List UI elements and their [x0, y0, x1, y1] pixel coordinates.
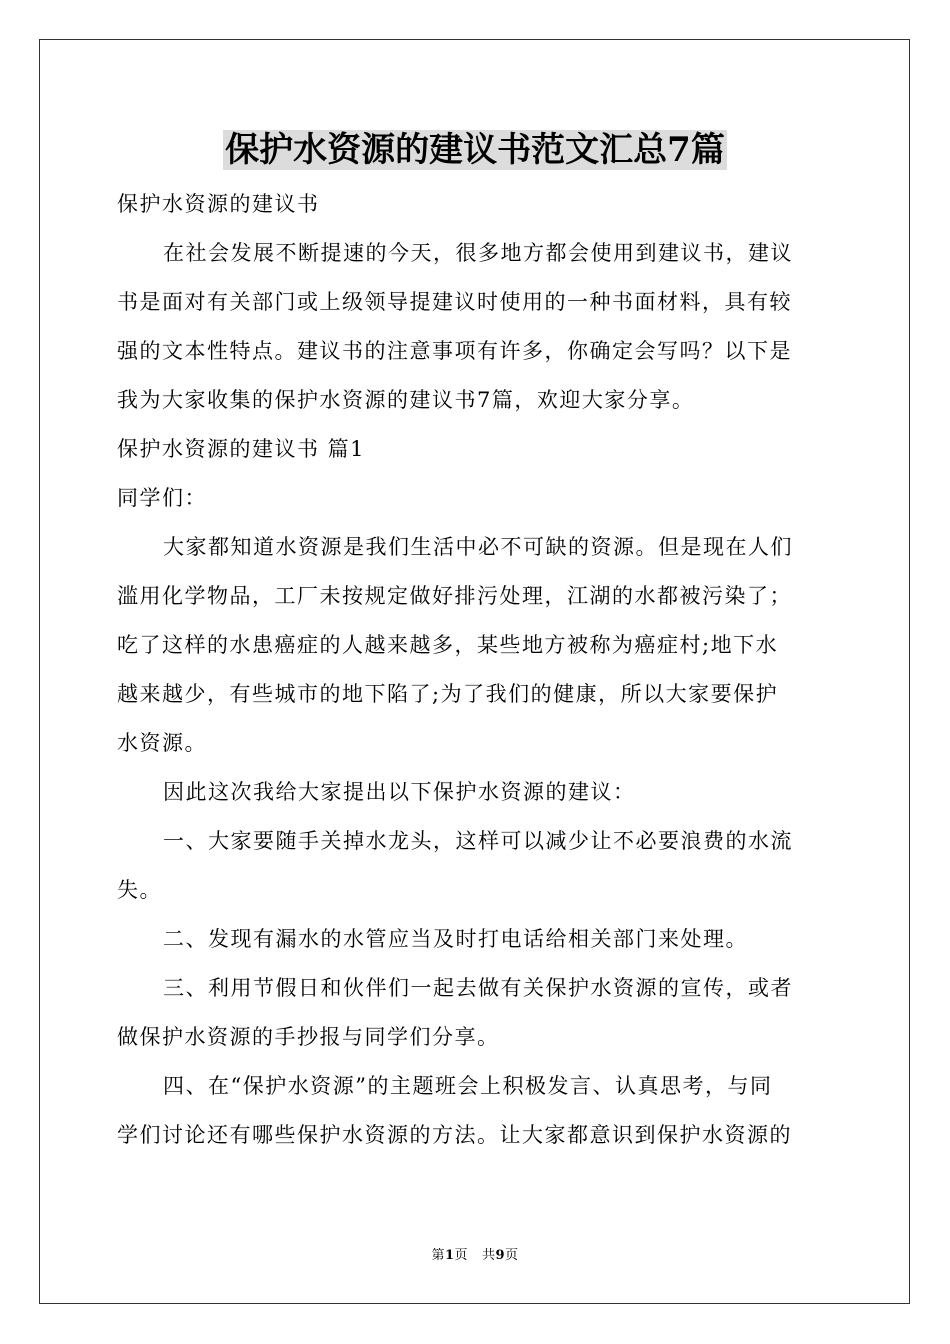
- document-title: [0, 128, 950, 172]
- total-prefix: 共: [481, 1248, 496, 1263]
- text-line: 做保护水资源的手抄报与同学们分享。: [117, 1025, 500, 1049]
- text-line: 滥用化学物品，工厂未按规定做好排污处理，江湖的水都被污染了；: [117, 584, 792, 608]
- text-line: 同学们：: [117, 486, 207, 510]
- text-line: 大家都知道水资源是我们生活中必不可缺的资源。但是现在人们: [163, 535, 793, 559]
- total-suffix: 页: [505, 1248, 519, 1263]
- text-line: 在社会发展不断提速的今天，很多地方都会使用到建议书，建议: [163, 241, 793, 265]
- text-line: 越来越少，有些城市的地下陷了;为了我们的健康，所以大家要保护: [117, 682, 779, 706]
- text-line: 书是面对有关部门或上级领导提建议时使用的一种书面材料，具有较: [117, 290, 792, 314]
- page-footer: [0, 1246, 950, 1266]
- text-line: 强的文本性特点。建议书的注意事项有许多，你确定会写吗？以下是: [117, 339, 792, 363]
- text-line: 二、发现有漏水的水管应当及时打电话给相关部门来处理。: [163, 927, 748, 951]
- text-line: 一、大家要随手关掉水龙头，这样可以减少让不必要浪费的水流: [163, 829, 793, 853]
- text-line: 四、在“保护水资源”的主题班会上积极发言、认真思考，与同: [163, 1074, 773, 1098]
- page-suffix: 页: [454, 1248, 469, 1263]
- text-line: 吃了这样的水患癌症的人越来越多，某些地方被称为癌症村;地下水: [117, 633, 779, 657]
- text-line: 失。: [117, 878, 162, 902]
- text-line: 因此这次我给大家提出以下保护水资源的建议：: [163, 780, 636, 804]
- text-line: 三、利用节假日和伙伴们一起去做有关保护水资源的宣传，或者: [163, 976, 793, 1000]
- text-line: 学们讨论还有哪些保护水资源的方法。让大家都意识到保护水资源的: [117, 1123, 792, 1147]
- text-line: 水资源。: [117, 731, 207, 755]
- text-line: 保护水资源的建议书: [117, 192, 320, 216]
- page-prefix: 第: [431, 1248, 445, 1263]
- page-current: 1: [444, 1248, 455, 1263]
- document-title-text: 保护水资源的建议书范文汇总7篇: [225, 130, 725, 170]
- document-body: [117, 180, 833, 1160]
- text-line: 保护水资源的建议书 篇1: [117, 437, 366, 461]
- text-line: 我为大家收集的保护水资源的建议书7篇，欢迎大家分享。: [117, 388, 695, 412]
- page-total: 9: [495, 1248, 506, 1263]
